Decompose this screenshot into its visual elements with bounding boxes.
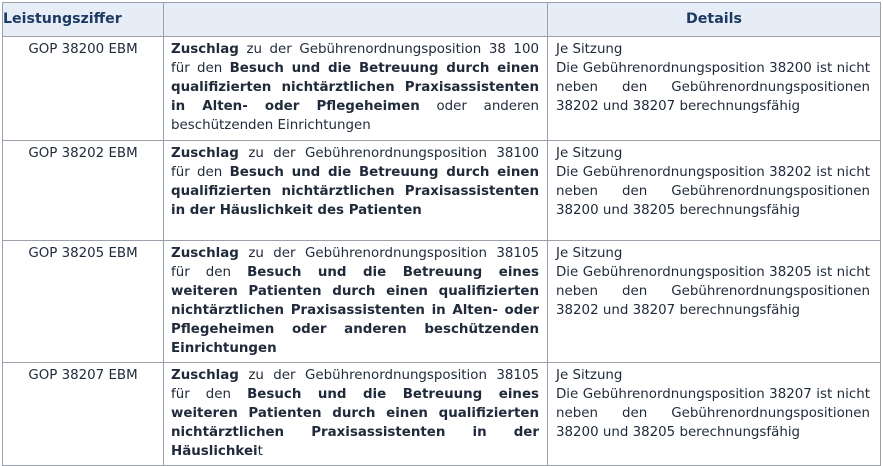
details-exclusion: Die Gebührenordnungsposition 38200 ist nicht neben den Gebührenordnungspositionen 38202 und 38207 berechnungsfähig: [556, 61, 870, 114]
desc-text-tail: oder anderen beschützenden Einrichtungen: [171, 99, 539, 133]
header-leistungsziffer: Leistungsziffer: [3, 3, 164, 37]
row-details: [548, 37, 881, 141]
row-description: [164, 37, 548, 141]
desc-text: zu der Gebührenordnungsposition 38105 für den: [171, 246, 539, 280]
desc-text: zu der Gebührenordnungsposition 38 100 für den: [171, 42, 539, 76]
row-code: GOP 38202 EBM: [3, 141, 164, 241]
desc-bold-main: Besuch und die Betreuung eines weiteren Patienten durch einen qualifizierten nichtärztlichen Praxisassistenten in Alten- oder Pflegeheimen oder anderen beschützenden Einrichtungen: [171, 265, 539, 356]
row-description: [164, 363, 548, 466]
row-details: [548, 241, 881, 363]
desc-bold-lead: Zuschlag: [171, 368, 239, 383]
row-description: [164, 241, 548, 363]
header-description: [164, 3, 548, 37]
row-code: GOP 38200 EBM: [3, 37, 164, 141]
desc-bold-main: Besuch und die Betreuung durch einen qualifizierten nichtärztlichen Praxisassistenten in Alten- oder Pflegeheimen: [171, 61, 539, 114]
details-exclusion: Die Gebührenordnungsposition 38202 ist nicht neben den Gebührenordnungspositionen 38200 und 38205 berechnungsfähig: [556, 165, 870, 218]
row-code: GOP 38205 EBM: [3, 241, 164, 363]
table-row: [3, 37, 881, 141]
details-frequency: Je Sitzung: [556, 246, 623, 261]
details-exclusion: Die Gebührenordnungsposition 38205 ist nicht neben den Gebührenordnungspositionen 38202 und 38207 berechnungsfähig: [556, 265, 870, 318]
desc-text-tail: t: [257, 444, 263, 459]
table-row: [3, 363, 881, 466]
row-details: [548, 363, 881, 466]
table-row: [3, 141, 881, 241]
row-details: [548, 141, 881, 241]
desc-bold-lead: Zuschlag: [171, 246, 239, 261]
details-frequency: Je Sitzung: [556, 42, 623, 57]
desc-text: zu der Gebührenordnungsposition 38105 für den: [171, 368, 539, 402]
row-code: GOP 38207 EBM: [3, 363, 164, 466]
table-row: [3, 241, 881, 363]
details-frequency: Je Sitzung: [556, 146, 623, 161]
desc-bold-lead: Zuschlag: [171, 42, 239, 57]
row-description: [164, 141, 548, 241]
details-exclusion: Die Gebührenordnungsposition 38207 ist nicht neben den Gebührenordnungspositionen 38200 und 38205 berechnungsfähig: [556, 387, 870, 440]
desc-bold-main: Besuch und die Betreuung eines weiteren Patienten durch einen qualifizierten nichtärztlichen Praxisassistenten in der Häuslichkei: [171, 387, 539, 459]
desc-bold-lead: Zuschlag: [171, 146, 239, 161]
details-frequency: Je Sitzung: [556, 368, 623, 383]
table-header-row: [3, 3, 881, 37]
desc-bold-main: Besuch und die Betreuung durch einen qualifizierten nichtärztlichen Praxisassistenten in der Häuslichkeit des Patienten: [171, 165, 539, 218]
header-details: Details: [548, 3, 881, 37]
gop-table: [2, 2, 881, 466]
desc-text: zu der Gebührenordnungsposition 38100 für den: [171, 146, 539, 180]
